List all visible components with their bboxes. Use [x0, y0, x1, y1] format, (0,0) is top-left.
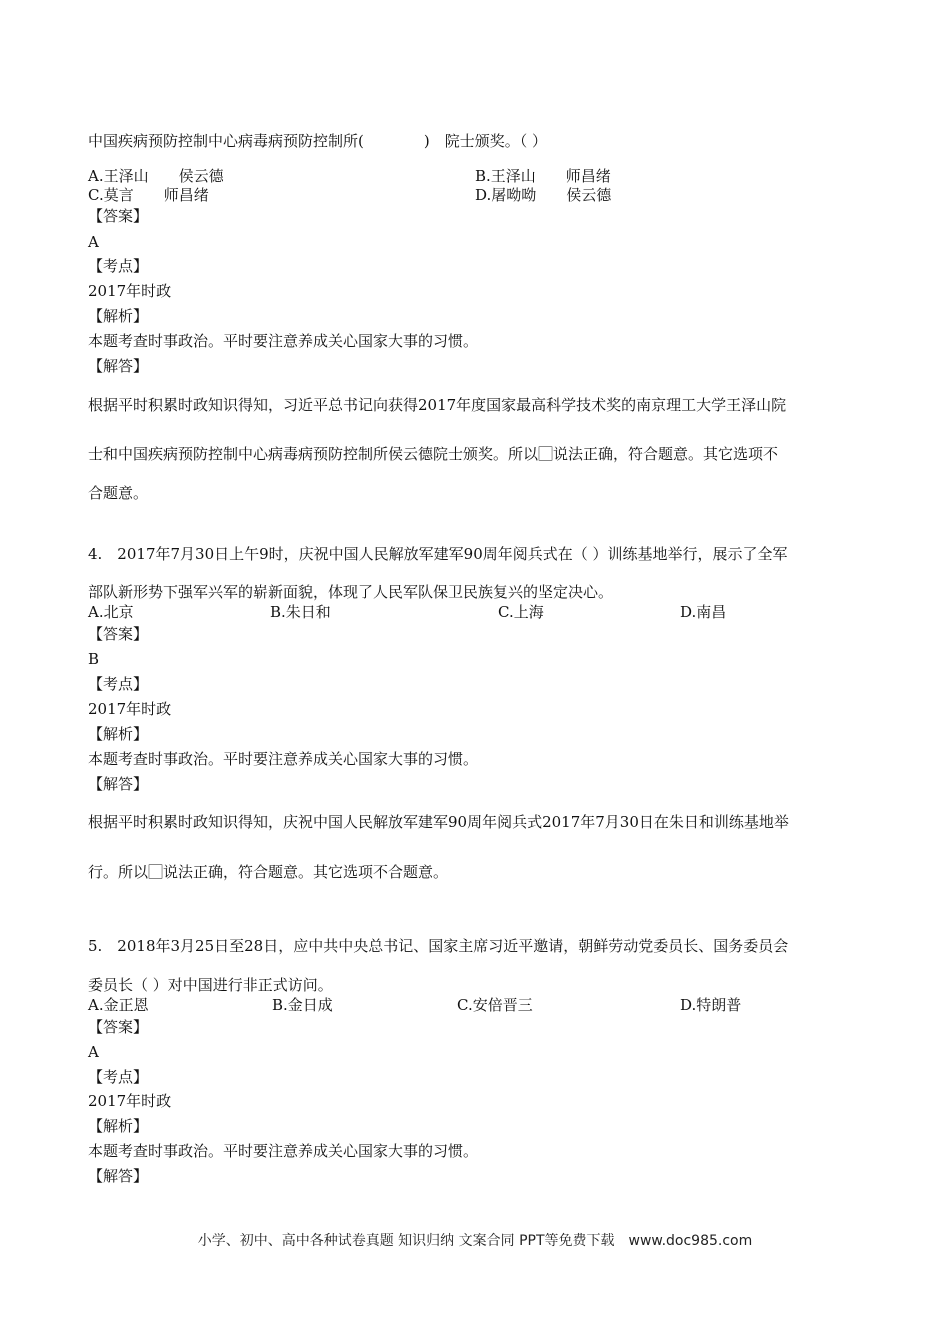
q3-option-b: B.王泽山 师昌绪	[475, 167, 611, 185]
q4-stem-line-2: 部队新形势下强军兴军的崭新面貌，体现了人民军队保卫民族复兴的坚定决心。	[88, 583, 614, 601]
q5-analysis: 本题考查时事政治。平时要注意养成关心国家大事的习惯。	[88, 1142, 479, 1160]
q3-point: 2017年时政	[88, 282, 172, 300]
q4-point: 2017年时政	[88, 700, 172, 718]
q3-solution-line-2: 士和中国疾病预防控制中心病毒病预防控制所侯云德院士颁奖。所以⃞说法正确，符合题意。其它选项不	[88, 445, 779, 463]
q3-solution-line-1: 根据平时积累时政知识得知，习近平总书记向获得2017年度国家最高科学技术奖的南京理工大学王泽山院	[88, 396, 787, 414]
q3-analysis-tag: 【解析】	[88, 307, 149, 325]
q3-option-d: D.屠呦呦 侯云德	[475, 186, 612, 204]
q3-point-tag: 【考点】	[88, 257, 149, 275]
page-footer: 小学、初中、高中各种试卷真题 知识归纳 文案合同 PPT等免费下载 www.doc985.com	[197, 1233, 753, 1249]
q4-analysis-tag: 【解析】	[88, 725, 149, 743]
q5-stem-line-2: 委员长（ ）对中国进行非正式访问。	[88, 976, 333, 994]
q4-option-c: C.上海	[498, 603, 544, 621]
q4-option-a: A.北京	[88, 603, 134, 621]
q5-option-a: A.金正恩	[88, 996, 149, 1014]
q5-point: 2017年时政	[88, 1092, 172, 1110]
q4-option-b: B.朱日和	[270, 603, 331, 621]
q5-solution-tag: 【解答】	[88, 1167, 149, 1185]
q5-answer: A	[88, 1043, 99, 1061]
q4-solution-tag: 【解答】	[88, 775, 149, 793]
q4-solution-line-2: 行。所以⃞说法正确，符合题意。其它选项不合题意。	[88, 863, 449, 881]
q5-option-c: C.安倍晋三	[457, 996, 533, 1014]
q4-analysis: 本题考查时事政治。平时要注意养成关心国家大事的习惯。	[88, 750, 479, 768]
q4-answer-tag: 【答案】	[88, 625, 149, 643]
q3-answer: A	[88, 233, 99, 251]
q3-option-c: C.莫言 师昌绪	[88, 186, 209, 204]
q3-stem: 中国疾病预防控制中心病毒病预防控制所( ) 院士颁奖。（ ）	[88, 132, 547, 150]
q4-answer: B	[88, 650, 100, 668]
q5-option-d: D.特朗普	[680, 996, 742, 1014]
q3-solution-line-3: 合题意。	[88, 484, 149, 502]
q3-analysis: 本题考查时事政治。平时要注意养成关心国家大事的习惯。	[88, 332, 479, 350]
q4-solution-line-1: 根据平时积累时政知识得知，庆祝中国人民解放军建军90周年阅兵式2017年7月30日在朱日和训练基地举	[88, 813, 789, 831]
q3-answer-tag: 【答案】	[88, 207, 149, 225]
q5-answer-tag: 【答案】	[88, 1018, 149, 1036]
q5-option-b: B.金日成	[272, 996, 333, 1014]
q3-solution-tag: 【解答】	[88, 357, 149, 375]
q4-option-d: D.南昌	[680, 603, 727, 621]
q3-option-a: A.王泽山 侯云德	[88, 167, 224, 185]
q5-point-tag: 【考点】	[88, 1068, 149, 1086]
q4-stem-line-1: 4. 2017年7月30日上午9时，庆祝中国人民解放军建军90周年阅兵式在（ ）训练基地举行，展示了全军	[88, 545, 788, 563]
q5-stem-line-1: 5. 2018年3月25日至28日，应中共中央总书记、国家主席习近平邀请，朝鲜劳动党委员长、国务委员会	[88, 937, 789, 955]
q4-point-tag: 【考点】	[88, 675, 149, 693]
q5-analysis-tag: 【解析】	[88, 1117, 149, 1135]
